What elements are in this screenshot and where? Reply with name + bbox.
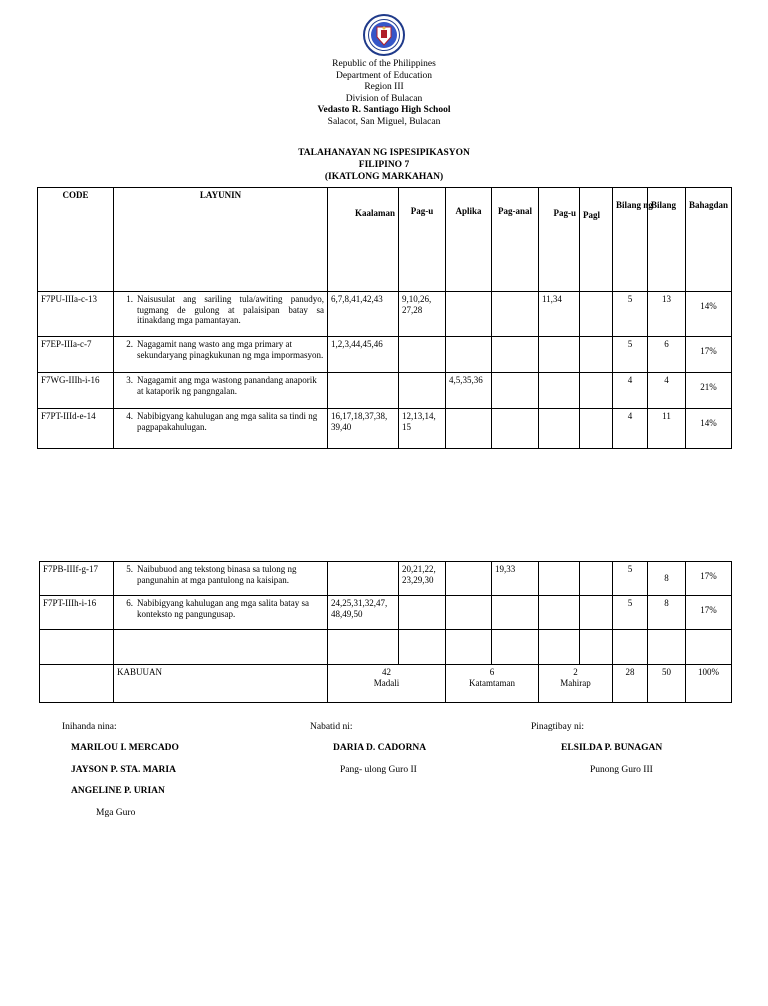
row-objective-text: Nabibigyang kahulugan ang mga salita sa tindi ng pagpapakahulugan. (137, 411, 318, 432)
school-address: Salacot, San Miguel, Bulacan (327, 116, 441, 127)
row-number: 6. (126, 598, 133, 608)
col-aplikasyon: Aplika (446, 188, 492, 292)
row-bahagdan: 17% (700, 571, 717, 581)
row-pagsusuri (492, 292, 539, 337)
row-pagsusuri: 19,33 (492, 562, 539, 596)
row-objective-text: Naisusulat ang sariling tula/awiting panudyo, tugmang de gulong at palaisipan batay sa itinakdang mga pamantayan. (137, 294, 324, 325)
row-bahagdan-cell (686, 409, 732, 449)
row-bahagdan: 14% (700, 418, 717, 428)
row-bahagdan-cell (686, 596, 732, 630)
total-mahirap-cell (539, 665, 613, 703)
col-code: CODE (38, 188, 114, 292)
row-bahagdan: 21% (700, 382, 717, 392)
row-aplikasyon (446, 337, 492, 373)
row-bahagdan: 17% (700, 346, 717, 356)
row-araw: 5 (613, 562, 648, 596)
row-pag-unawa: 12,13,14, 15 (399, 409, 446, 449)
row-objective (114, 373, 328, 409)
col-pag-unawa: Pag-u (399, 188, 446, 292)
row-pagtataya (539, 373, 580, 409)
row-pagtataya (539, 409, 580, 449)
row-code: F7PT-IIId-e-14 (38, 409, 114, 449)
row-pagsusuri (492, 596, 539, 630)
total-madali-label: Madali (373, 677, 400, 688)
table-row (40, 596, 732, 630)
row-kaalaman (328, 373, 399, 409)
document-quarter: (IKATLONG MARKAHAN) (324, 172, 444, 182)
header-line-1: Republic of the Philippines (332, 59, 436, 69)
document-subject: FILIPINO 7 (358, 160, 410, 170)
header-line-2: Department of Education (335, 70, 433, 81)
table-row (40, 562, 732, 596)
row-number: 3. (126, 375, 133, 385)
total-katamtaman-label: Katamtaman (469, 677, 515, 688)
table-row (38, 337, 732, 373)
principal-role: Punong Guro III (590, 765, 653, 775)
row-paglikha (580, 409, 613, 449)
row-araw: 4 (613, 409, 648, 449)
principal-name: ELSILDA P. BUNAGAN (561, 743, 663, 753)
total-katamtaman-cell (446, 665, 539, 703)
row-objective-text: Nagagamit nang wasto ang mga primary at sekundaryang pinagkukunan ng mga impormasyon. (137, 339, 324, 360)
row-paglikha (580, 562, 613, 596)
total-bahagdan: 100% (686, 665, 732, 703)
document-title: TALAHANAYAN NG ISPESIPIKASYON (298, 148, 470, 158)
total-label: KABUUAN (114, 665, 328, 703)
row-araw: 5 (613, 596, 648, 630)
row-objective-text: Nagagamit ang mga wastong panandang anaporik at kataporik ng pangngalan. (137, 375, 317, 396)
teachers-role: Mga Guro (96, 808, 136, 818)
total-araw: 28 (613, 665, 648, 703)
col-bahagdan: Bahagdan (686, 188, 732, 292)
col-paglikha: Pagl (580, 188, 613, 292)
row-objective (114, 409, 328, 449)
row-paglikha (580, 292, 613, 337)
header-line-3: Region III (364, 82, 404, 92)
row-pag-unawa: 20,21,22, 23,29,30 (399, 562, 446, 596)
teacher-1-name: MARILOU I. MERCADO (71, 743, 179, 753)
row-objective (114, 596, 328, 630)
total-madali-cell (328, 665, 446, 703)
row-paglikha (580, 596, 613, 630)
table-row (38, 409, 732, 449)
row-code: F7PU-IIIa-c-13 (38, 292, 114, 337)
row-pag-unawa (399, 596, 446, 630)
table-row (38, 373, 732, 409)
row-bilang: 4 (648, 373, 686, 409)
col-pag-analisa: Pag-anal (492, 188, 539, 292)
school-name: Vedasto R. Santiago High School (317, 105, 451, 115)
header-line-4: Division of Bulacan (345, 93, 423, 104)
row-bahagdan: 14% (700, 301, 717, 311)
row-objective (114, 292, 328, 337)
head-teacher-name: DARIA D. CADORNA (333, 743, 427, 753)
row-pagtataya: 11,34 (539, 292, 580, 337)
table-header-row (38, 188, 732, 292)
row-pagtataya (539, 596, 580, 630)
total-madali-count: 42 (382, 667, 391, 677)
row-bilang: 13 (648, 292, 686, 337)
row-aplikasyon (446, 596, 492, 630)
col-layunin: LAYUNIN (114, 188, 328, 292)
table-row (38, 292, 732, 337)
row-aplikasyon: 4,5,35,36 (446, 373, 492, 409)
deped-seal-logo (363, 14, 405, 56)
row-objective-text: Naibubuod ang tekstong binasa sa tulong ng pangunahin at mga pantulong na kaisipan. (137, 564, 297, 585)
pinagtibay-label: Pinagtibay ni: (531, 722, 585, 732)
inihanda-label: Inihanda nina: (62, 722, 117, 732)
row-araw: 5 (613, 337, 648, 373)
row-code: F7EP-IIIa-c-7 (38, 337, 114, 373)
row-number: 1. (126, 294, 133, 304)
total-mahirap-label: Mahirap (560, 677, 591, 688)
row-objective-text: Nabibigyang kahulugan ang mga salita batay sa konteksto ng pangungusap. (137, 598, 309, 619)
col-bilang-aytem: Bilang (648, 188, 686, 292)
row-number: 5. (126, 564, 133, 574)
col-pag-uugnay: Pag-u (539, 188, 580, 292)
col-bilang-ng-araw: Bilang ng (613, 188, 648, 292)
row-pag-unawa: 9,10,26, 27,28 (399, 292, 446, 337)
total-katamtaman-count: 6 (489, 667, 495, 677)
col-kaalaman: Kaalaman (328, 188, 399, 292)
total-bilang: 50 (648, 665, 686, 703)
row-kaalaman: 6,7,8,41,42,43 (328, 292, 399, 337)
row-bahagdan-cell (686, 562, 732, 596)
row-bahagdan-cell (686, 373, 732, 409)
row-code: F7WG-IIIh-i-16 (38, 373, 114, 409)
row-pag-unawa (399, 337, 446, 373)
row-bilang: 6 (648, 337, 686, 373)
row-pagsusuri (492, 409, 539, 449)
row-araw: 5 (613, 292, 648, 337)
row-kaalaman (328, 562, 399, 596)
nabatid-label: Nabatid ni: (310, 722, 353, 732)
row-pagtataya (539, 337, 580, 373)
row-pag-unawa (399, 373, 446, 409)
table-row-empty (40, 630, 732, 665)
row-kaalaman: 16,17,18,37,38, 39,40 (328, 409, 399, 449)
row-paglikha (580, 337, 613, 373)
row-paglikha (580, 373, 613, 409)
total-mahirap-count: 2 (573, 667, 578, 677)
table-total-row (40, 665, 732, 703)
spec-table-1 (37, 187, 732, 449)
row-number: 4. (126, 411, 133, 421)
spec-table-2 (39, 561, 732, 703)
row-bilang: 8 (648, 596, 686, 630)
row-bilang: 8 (648, 562, 686, 596)
row-code: F7PT-IIIh-i-16 (40, 596, 114, 630)
row-objective (114, 337, 328, 373)
row-pagtataya (539, 562, 580, 596)
row-bahagdan-cell (686, 337, 732, 373)
row-pagsusuri (492, 373, 539, 409)
teacher-3-name: ANGELINE P. URIAN (71, 786, 165, 796)
row-pagsusuri (492, 337, 539, 373)
row-araw: 4 (613, 373, 648, 409)
row-objective (114, 562, 328, 596)
row-aplikasyon (446, 409, 492, 449)
head-teacher-role: Pang- ulong Guro II (340, 765, 417, 775)
row-bahagdan-cell (686, 292, 732, 337)
teacher-2-name: JAYSON P. STA. MARIA (71, 765, 176, 775)
row-bahagdan: 17% (700, 605, 717, 615)
row-kaalaman: 24,25,31,32,47, 48,49,50 (328, 596, 399, 630)
row-aplikasyon (446, 562, 492, 596)
row-aplikasyon (446, 292, 492, 337)
row-code: F7PB-IIIf-g-17 (40, 562, 114, 596)
row-bilang: 11 (648, 409, 686, 449)
row-number: 2. (126, 339, 133, 349)
row-kaalaman: 1,2,3,44,45,46 (328, 337, 399, 373)
